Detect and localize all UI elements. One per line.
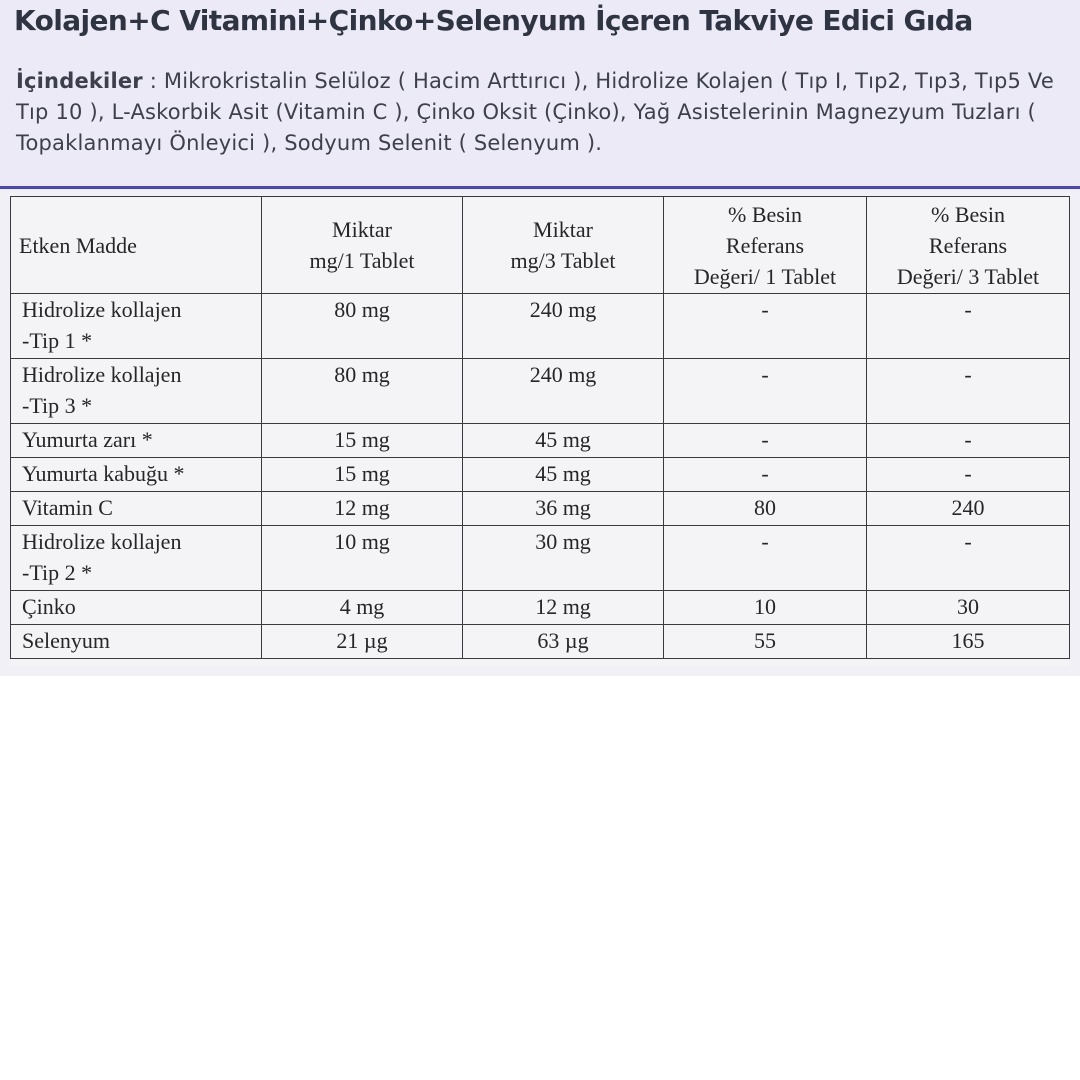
ingredients-label: İçindekiler (16, 69, 143, 93)
ingredient-name-cell (11, 359, 262, 424)
reference-per-1-cell: 10 (664, 591, 867, 625)
ingredient-name-cell (11, 591, 262, 625)
amount-per-3-cell: 63 µg (463, 625, 664, 659)
amount-per-1-cell: 4 mg (262, 591, 463, 625)
amount-per-3-cell: 45 mg (463, 424, 664, 458)
amount-per-3-cell: 12 mg (463, 591, 664, 625)
header-band (0, 0, 1080, 190)
header-name-text: Etken Madde (19, 232, 137, 258)
ingredient-subtype: -Tip 1 * (22, 328, 93, 353)
header-reference-per-1-line3: Değeri/ 1 Tablet (693, 263, 837, 289)
header-reference-per-3 (867, 197, 1070, 294)
header-amount-per-3-line2: mg/3 Tablet (510, 248, 616, 273)
ingredient-name-cell (11, 424, 262, 458)
header-active-ingredient (11, 197, 262, 294)
amount-per-3-cell: 45 mg (463, 458, 664, 492)
reference-per-1-cell: - (664, 458, 867, 492)
reference-per-3-cell: 165 (867, 625, 1070, 659)
amount-per-1-cell: 80 mg (262, 294, 463, 359)
reference-per-1-cell: 80 (664, 492, 867, 526)
header-amount-per-3 (463, 197, 664, 294)
blank-area (0, 676, 1080, 1080)
amount-per-3-cell: 240 mg (463, 294, 664, 359)
header-reference-per-3-line1: % Besin (931, 201, 1005, 227)
nutrition-table (10, 196, 1070, 659)
ingredient-name: Hidrolize kollajen (22, 297, 182, 322)
table-row (11, 359, 1070, 424)
amount-per-3-cell: 36 mg (463, 492, 664, 526)
ingredient-name-cell (11, 625, 262, 659)
ingredient-name: Yumurta kabuğu * (22, 461, 185, 486)
table-row (11, 492, 1070, 526)
amount-per-1-cell: 10 mg (262, 526, 463, 591)
amount-per-1-cell: 15 mg (262, 424, 463, 458)
header-reference-per-1 (664, 197, 867, 294)
reference-per-1-cell: - (664, 359, 867, 424)
amount-per-3-cell: 30 mg (463, 526, 664, 591)
ingredient-name: Vitamin C (22, 495, 113, 520)
ingredient-name-cell (11, 458, 262, 492)
ingredient-name: Hidrolize kollajen (22, 529, 182, 554)
table-row (11, 526, 1070, 591)
header-amount-per-1-line1: Miktar (332, 217, 392, 242)
header-amount-per-1 (262, 197, 463, 294)
header-reference-per-3-line2: Referans (928, 232, 1008, 258)
table-row (11, 625, 1070, 659)
header-reference-per-1-line1: % Besin (728, 201, 802, 227)
ingredients-text: : Mikrokristalin Selüloz ( Hacim Arttırıcı ), Hidrolize Kolajen ( Tıp I, Tıp2, Tıp3, Tıp5 Ve Tıp 10 ), L-Askorbik Asit (Vitamin C ), Çinko Oksit (Çinko), Yağ Asistelerinin Magnezyum Tuzları ( Topaklanmayı Önleyici ), Sodyum Selenit ( Selenyum ). (16, 69, 1054, 155)
ingredient-name: Çinko (22, 594, 76, 619)
amount-per-1-cell: 12 mg (262, 492, 463, 526)
table-row (11, 591, 1070, 625)
table-header-row (11, 197, 1070, 294)
table-row (11, 424, 1070, 458)
header-amount-per-3-line1: Miktar (533, 217, 593, 242)
nutrition-table-frame (10, 196, 1069, 666)
amount-per-1-cell: 80 mg (262, 359, 463, 424)
reference-per-3-cell: - (867, 359, 1070, 424)
product-title: Kolajen+C Vitamini+Çinko+Selenyum İçeren Takviye Edici Gıda (14, 4, 973, 37)
ingredient-name: Hidrolize kollajen (22, 362, 182, 387)
reference-per-1-cell: - (664, 424, 867, 458)
ingredient-name: Selenyum (22, 628, 110, 653)
header-divider (0, 186, 1080, 189)
table-row (11, 294, 1070, 359)
reference-per-3-cell: 240 (867, 492, 1070, 526)
table-row (11, 458, 1070, 492)
ingredient-name: Yumurta zarı * (22, 427, 153, 452)
reference-per-3-cell: - (867, 424, 1070, 458)
amount-per-3-cell: 240 mg (463, 359, 664, 424)
ingredients-paragraph (16, 66, 1066, 159)
amount-per-1-cell: 21 µg (262, 625, 463, 659)
reference-per-3-cell: - (867, 526, 1070, 591)
reference-per-1-cell: - (664, 526, 867, 591)
ingredient-name-cell (11, 526, 262, 591)
reference-per-3-cell: - (867, 294, 1070, 359)
reference-per-1-cell: - (664, 294, 867, 359)
header-reference-per-1-line2: Referans (725, 232, 805, 258)
header-reference-per-3-line3: Değeri/ 3 Tablet (896, 263, 1040, 289)
amount-per-1-cell: 15 mg (262, 458, 463, 492)
ingredient-name-cell (11, 294, 262, 359)
reference-per-1-cell: 55 (664, 625, 867, 659)
ingredient-subtype: -Tip 2 * (22, 560, 93, 585)
reference-per-3-cell: 30 (867, 591, 1070, 625)
ingredient-subtype: -Tip 3 * (22, 393, 93, 418)
ingredient-name-cell (11, 492, 262, 526)
header-amount-per-1-line2: mg/1 Tablet (309, 248, 415, 273)
reference-per-3-cell: - (867, 458, 1070, 492)
